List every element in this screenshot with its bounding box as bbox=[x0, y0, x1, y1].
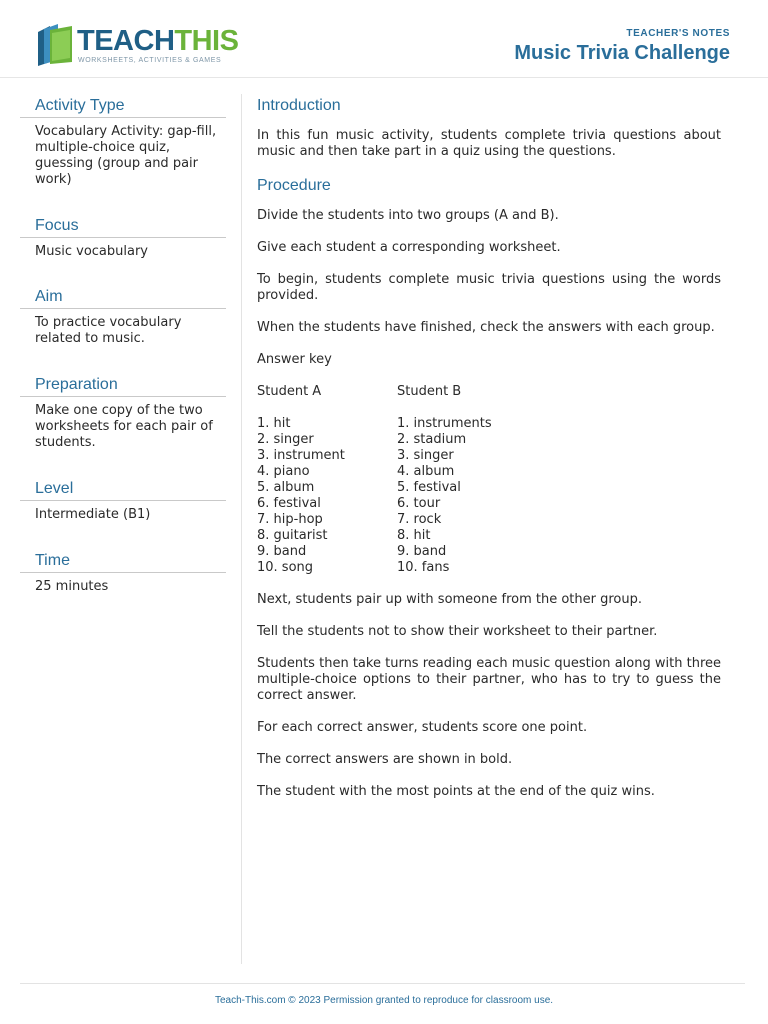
column-divider bbox=[241, 94, 242, 964]
teach-this-logo[interactable] bbox=[36, 22, 239, 70]
answer-item: 10. fans bbox=[397, 560, 450, 575]
introduction-heading: Introduction bbox=[257, 97, 341, 114]
answer-item: 10. song bbox=[257, 560, 314, 575]
sidebar-body: Make one copy of the two worksheets for each pair of students. bbox=[35, 403, 213, 450]
sidebar-body: Music vocabulary bbox=[35, 244, 148, 259]
procedure-step: When the students have finished, check the answers with each group. bbox=[257, 320, 715, 335]
procedure-step: Divide the students into two groups (A and B). bbox=[257, 208, 559, 223]
answer-key-label: Answer key bbox=[257, 352, 332, 367]
procedure-step: Tell the students not to show their worksheet to their partner. bbox=[257, 624, 658, 639]
answer-item: 4. piano bbox=[257, 464, 310, 479]
procedure-step: The student with the most points at the end of the quiz wins. bbox=[257, 784, 655, 799]
footer-copyright: Teach-This.com © 2023 Permission granted to reproduce for classroom use. bbox=[214, 995, 554, 1006]
answer-item: 9. band bbox=[397, 544, 447, 559]
sidebar-heading: Time bbox=[20, 549, 226, 573]
answer-item: 8. hit bbox=[397, 528, 431, 543]
page-title: Music Trivia Challenge bbox=[514, 42, 730, 64]
answer-item: 4. album bbox=[397, 464, 455, 479]
sidebar-heading: Level bbox=[20, 477, 226, 501]
main-content bbox=[257, 94, 721, 800]
answer-item: 2. stadium bbox=[397, 432, 467, 447]
answer-item: 3. singer bbox=[397, 448, 454, 463]
footer-divider bbox=[20, 983, 745, 984]
logo-tagline: WORKSHEETS, ACTIVITIES & GAMES bbox=[78, 57, 222, 64]
sidebar-section-aim bbox=[20, 285, 226, 373]
logo-teach: TEACH bbox=[77, 25, 175, 57]
answer-item: 1. instruments bbox=[397, 416, 492, 431]
sidebar-body: To practice vocabulary related to music. bbox=[35, 315, 182, 346]
logo-this: THIS bbox=[174, 25, 239, 57]
answer-item: 5. festival bbox=[397, 480, 461, 495]
answer-column-b bbox=[397, 384, 537, 576]
sidebar-heading: Activity Type bbox=[20, 94, 226, 118]
sidebar-body: Vocabulary Activity: gap-fill, multiple-choice quiz, guessing (group and pair work) bbox=[35, 124, 217, 187]
student-b-label: Student B bbox=[397, 384, 462, 399]
answer-item: 3. instrument bbox=[257, 448, 345, 463]
answer-item: 7. hip-hop bbox=[257, 512, 323, 527]
sidebar bbox=[20, 94, 226, 609]
answer-item: 7. rock bbox=[397, 512, 442, 527]
sidebar-heading: Focus bbox=[20, 214, 226, 238]
answer-item: 6. tour bbox=[397, 496, 441, 511]
answer-item: 5. album bbox=[257, 480, 315, 495]
page-header bbox=[0, 0, 768, 78]
sidebar-section-activity-type bbox=[20, 94, 226, 214]
sidebar-heading: Aim bbox=[20, 285, 226, 309]
sidebar-section-time bbox=[20, 549, 226, 609]
procedure-step: To begin, students complete music trivia questions using the words provided. bbox=[257, 272, 721, 303]
answer-key bbox=[257, 384, 721, 576]
answer-item: 2. singer bbox=[257, 432, 314, 447]
answer-item: 8. guitarist bbox=[257, 528, 328, 543]
procedure-step: Give each student a corresponding worksheet. bbox=[257, 240, 561, 255]
sidebar-heading: Preparation bbox=[20, 373, 226, 397]
procedure-step: Students then take turns reading each music question along with three multiple-choice options to their partner, who has to try to guess the correct answer. bbox=[257, 656, 721, 703]
book-icon bbox=[36, 24, 76, 66]
procedure-step: For each correct answer, students score one point. bbox=[257, 720, 588, 735]
sidebar-body: 25 minutes bbox=[35, 579, 109, 594]
student-a-label: Student A bbox=[257, 384, 322, 399]
procedure-heading: Procedure bbox=[257, 177, 331, 194]
procedure-step: Next, students pair up with someone from the other group. bbox=[257, 592, 643, 607]
answer-column-a bbox=[257, 384, 397, 576]
procedure-step: The correct answers are shown in bold. bbox=[257, 752, 513, 767]
sidebar-section-focus bbox=[20, 214, 226, 285]
answer-item: 1. hit bbox=[257, 416, 291, 431]
sidebar-body: Intermediate (B1) bbox=[35, 507, 151, 522]
sidebar-section-preparation bbox=[20, 373, 226, 477]
answer-item: 6. festival bbox=[257, 496, 321, 511]
sidebar-section-level bbox=[20, 477, 226, 549]
answer-item: 9. band bbox=[257, 544, 307, 559]
teachers-notes-label: TEACHER'S NOTES bbox=[626, 28, 730, 39]
introduction-text: In this fun music activity, students complete trivia questions about music and then take part in a quiz using the questions. bbox=[257, 128, 721, 159]
